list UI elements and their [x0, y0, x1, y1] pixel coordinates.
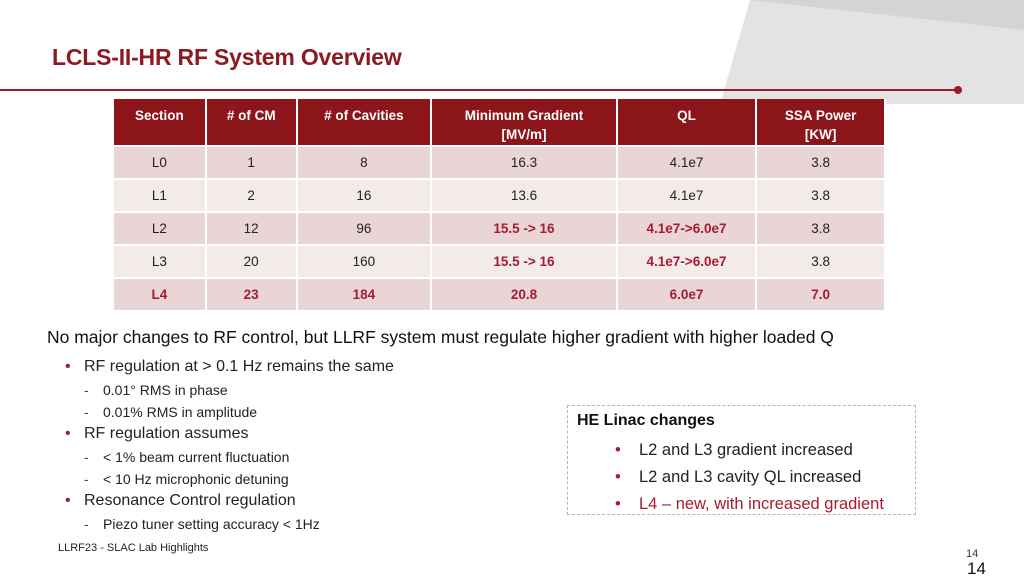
bullet-item: • RF regulation assumes [62, 423, 394, 446]
column-header-text: SSA Power [784, 108, 857, 123]
page-number: 14 [967, 559, 986, 578]
column-header-text: Section [135, 108, 184, 123]
column-header [431, 99, 616, 146]
table-cell: 4.1e7->6.0e7 [617, 212, 757, 245]
table-cell: L3 [113, 245, 206, 278]
table-cell: 184 [297, 278, 432, 310]
table-cell: 20 [206, 245, 297, 278]
column-header [756, 99, 885, 146]
title-underline [0, 89, 958, 91]
table-row [113, 245, 885, 278]
footer-text: LLRF23 - SLAC Lab Highlights [58, 542, 209, 554]
table-cell: 3.8 [756, 245, 885, 278]
table-cell: 1 [206, 146, 297, 179]
bullet-item: • RF regulation at > 0.1 Hz remains the same [62, 356, 394, 379]
column-header [297, 99, 432, 146]
table-cell: 7.0 [756, 278, 885, 310]
summary-statement: No major changes to RF control, but LLRF system must regulate higher gradient with higher loaded Q [47, 327, 834, 347]
table-cell: 4.1e7 [617, 146, 757, 179]
table-cell: 160 [297, 245, 432, 278]
he-change-item-highlight: • L4 – new, with increased gradient [613, 493, 884, 520]
header-corner-shape [750, 0, 1024, 30]
he-linac-changes-box [567, 405, 916, 515]
table-cell: 16.3 [431, 146, 616, 179]
table-cell: L0 [113, 146, 206, 179]
rf-system-table [112, 99, 886, 310]
table-cell: 16 [297, 179, 432, 212]
he-changes-list [613, 439, 884, 520]
bullet-item: • Resonance Control regulation [62, 490, 394, 513]
table-cell: 3.8 [756, 146, 885, 179]
he-change-item: • L2 and L3 cavity QL increased [613, 466, 884, 493]
table-cell: 12 [206, 212, 297, 245]
sub-bullet-item: - 0.01° RMS in phase [62, 379, 394, 401]
sub-bullet-item: - < 10 Hz microphonic detuning [62, 468, 394, 490]
column-header [206, 99, 297, 146]
column-header-text: [KW] [804, 127, 837, 142]
column-header-text: Minimum Gradient [464, 108, 584, 123]
page-number-small: 14 [966, 548, 979, 560]
sub-bullet-item: - Piezo tuner setting accuracy < 1Hz [62, 513, 394, 535]
he-change-item: • L2 and L3 gradient increased [613, 439, 884, 466]
table-cell: 23 [206, 278, 297, 310]
column-header [617, 99, 757, 146]
title-rule-dot [954, 86, 962, 94]
table-body [113, 146, 885, 310]
column-header [113, 99, 206, 146]
table-cell: 96 [297, 212, 432, 245]
table-row [113, 212, 885, 245]
table-cell: 15.5 -> 16 [431, 212, 616, 245]
table-cell: 6.0e7 [617, 278, 757, 310]
table-cell: 15.5 -> 16 [431, 245, 616, 278]
table-cell: 8 [297, 146, 432, 179]
page-title: LCLS-II-HR RF System Overview [52, 44, 402, 70]
table-cell: 4.1e7->6.0e7 [617, 245, 757, 278]
column-header-text: QL [677, 108, 696, 123]
table-cell: 4.1e7 [617, 179, 757, 212]
table-row [113, 146, 885, 179]
column-header-text: # of Cavities [324, 108, 404, 123]
table-cell: L1 [113, 179, 206, 212]
sub-bullet-item: - 0.01% RMS in amplitude [62, 401, 394, 423]
table-cell: 3.8 [756, 179, 885, 212]
he-box-title: HE Linac changes [577, 412, 715, 429]
table-cell: L4 [113, 278, 206, 310]
column-header-text: [MV/m] [501, 127, 547, 142]
table-header-row [113, 99, 885, 146]
sub-bullet-item: - < 1% beam current fluctuation [62, 446, 394, 468]
requirements-list [62, 356, 394, 535]
table-cell: L2 [113, 212, 206, 245]
table-cell: 20.8 [431, 278, 616, 310]
column-header-text: # of CM [226, 108, 276, 123]
table-cell: 13.6 [431, 179, 616, 212]
table-row [113, 278, 885, 310]
table-row [113, 179, 885, 212]
table-cell: 2 [206, 179, 297, 212]
table-cell: 3.8 [756, 212, 885, 245]
